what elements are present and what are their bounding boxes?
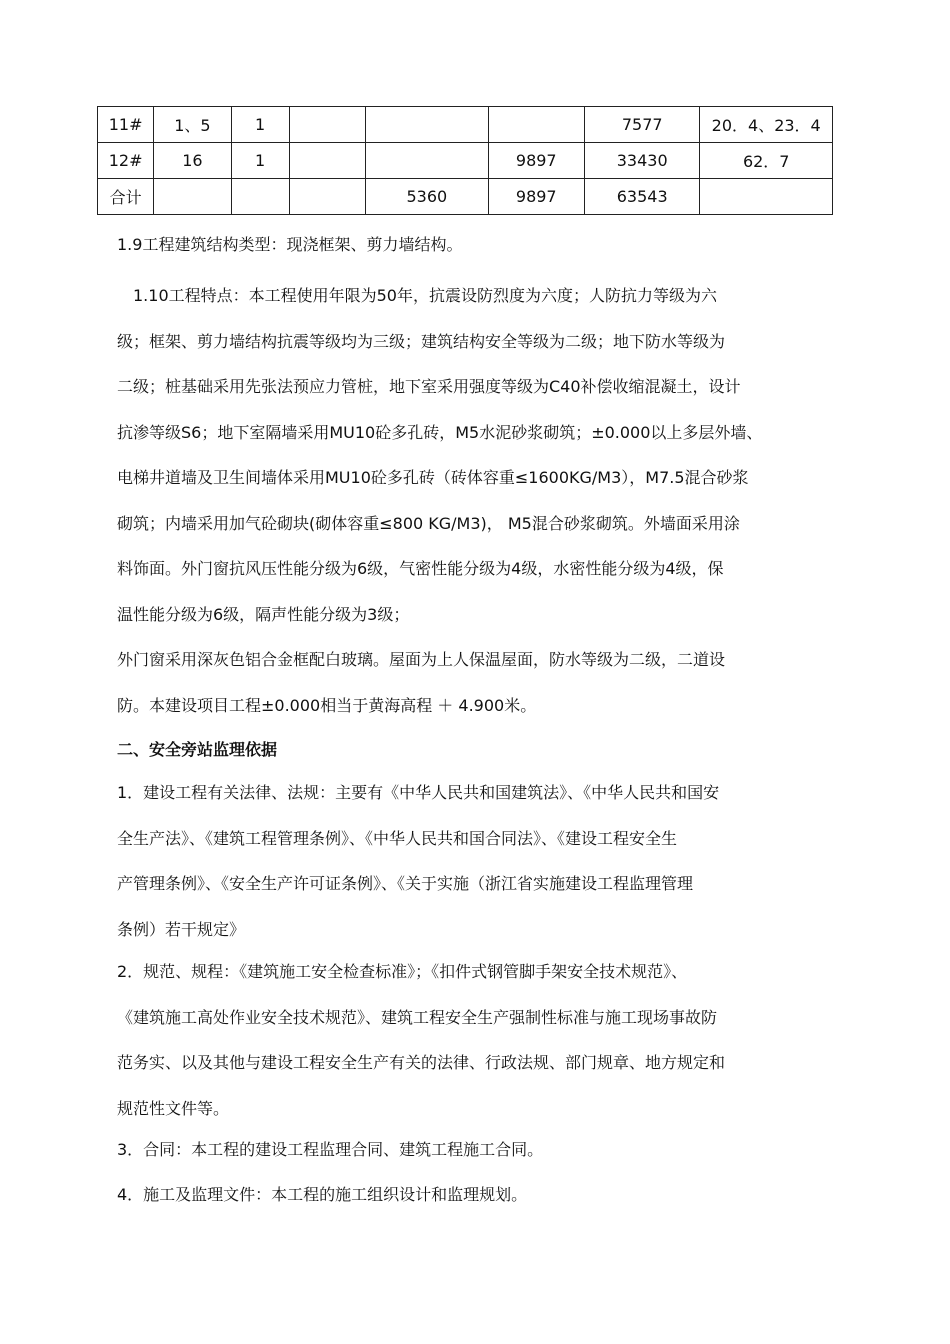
documents-paragraph <box>117 1172 863 1218</box>
text-line: 1．建设工程有关法律、法规：主要有《中华人民共和国建筑法》、《中华人民共和国安 <box>117 783 720 802</box>
table-cell <box>488 107 584 143</box>
table-cell: 7577 <box>584 107 699 143</box>
table-cell: 33430 <box>584 143 699 179</box>
text-line: 1.10工程特点：本工程使用年限为50年，抗震设防烈度为六度；人防抗力等级为六 <box>117 286 717 305</box>
text-line: 防。本建设项目工程±0.000相当于黄海高程 ＋ 4.900米。 <box>117 695 537 715</box>
table-cell <box>289 143 365 179</box>
text-line: 温性能分级为6级，隔声性能分级为3级； <box>117 604 410 624</box>
text-line: 二级；桩基础采用先张法预应力管桩，地下室采用强度等级为C40补偿收缩混凝土，设计 <box>117 377 741 396</box>
table-cell: 9897 <box>488 179 584 215</box>
table-cell <box>366 107 489 143</box>
text-line: 规范性文件等。 <box>117 1098 230 1118</box>
table-cell <box>231 179 289 215</box>
table-cell: 9897 <box>488 143 584 179</box>
project-features-paragraph <box>117 273 863 728</box>
table-row-total <box>98 179 833 215</box>
table-cell: 1 <box>231 107 289 143</box>
table-cell <box>289 107 365 143</box>
text-line: 料饰面。外门窗抗风压性能分级为6级，气密性能分级为4级，水密性能分级为4级，保 <box>117 559 724 578</box>
text-line: 《建筑施工高处作业安全技术规范》、建筑工程安全生产强制性标准与施工现场事故防 <box>117 1007 718 1027</box>
table-cell: 5360 <box>366 179 489 215</box>
text-line: 3．合同：本工程的建设工程监理合同、建筑工程施工合同。 <box>117 1140 544 1159</box>
text-line: 外门窗采用深灰色铝合金框配白玻璃。屋面为上人保温屋面，防水等级为二级，二道设 <box>117 650 726 669</box>
laws-regulations-paragraph <box>117 770 863 952</box>
table-cell: 16 <box>154 143 231 179</box>
text-line: 2．规范、规程：《建筑施工安全检查标准》；《扣件式钢管脚手架安全技术规范》、 <box>117 962 688 981</box>
text-line: 全生产法》、《建筑工程管理条例》、《中华人民共和国合同法》、《建设工程安全生 <box>117 828 678 848</box>
section-heading <box>117 727 863 773</box>
table-cell: 63543 <box>584 179 699 215</box>
table-row <box>98 143 833 179</box>
text-line: 电梯井道墙及卫生间墙体采用MU10砼多孔砖（砖体容重≤1600KG/M3），M7.5混合砂浆 <box>117 468 749 487</box>
table-cell <box>154 179 231 215</box>
table-cell <box>366 143 489 179</box>
heading-text: 二、安全旁站监理依据 <box>117 740 278 759</box>
text-line: 砌筑；内墙采用加气砼砌块(砌体容重≤800 KG/M3)， M5混合砂浆砌筑。外墙面采用涂 <box>117 513 740 533</box>
structure-type-paragraph <box>117 222 863 268</box>
table-cell: 12# <box>98 143 154 179</box>
table-cell: 11# <box>98 107 154 143</box>
text-line: 产管理条例》、《安全生产许可证条例》、《关于实施（浙江省实施建设工程监理管理 <box>117 874 694 893</box>
contract-paragraph <box>117 1127 863 1173</box>
building-data-table <box>97 106 833 215</box>
table-cell: 20．4、23．4 <box>700 107 833 143</box>
text-line: 1.9工程建筑结构类型：现浇框架、剪力墙结构。 <box>117 235 463 254</box>
table-cell: 62．7 <box>700 143 833 179</box>
text-line: 级；框架、剪力墙结构抗震等级均为三级；建筑结构安全等级为二级；地下防水等级为 <box>117 331 726 351</box>
text-line: 范务实、以及其他与建设工程安全生产有关的法律、行政法规、部门规章、地方规定和 <box>117 1053 726 1072</box>
table-cell: 合计 <box>98 179 154 215</box>
table-cell: 1、5 <box>154 107 231 143</box>
table-cell <box>289 179 365 215</box>
standards-paragraph <box>117 949 863 1131</box>
table-cell <box>700 179 833 215</box>
text-line: 抗渗等级S6；地下室隔墙采用MU10砼多孔砖，M5水泥砂浆砌筑；±0.000以上多层外墙、 <box>117 422 763 442</box>
table-cell: 1 <box>231 143 289 179</box>
text-line: 4．施工及监理文件：本工程的施工组织设计和监理规划。 <box>117 1185 528 1204</box>
text-line: 条例）若干规定》 <box>117 919 246 939</box>
table-row <box>98 107 833 143</box>
